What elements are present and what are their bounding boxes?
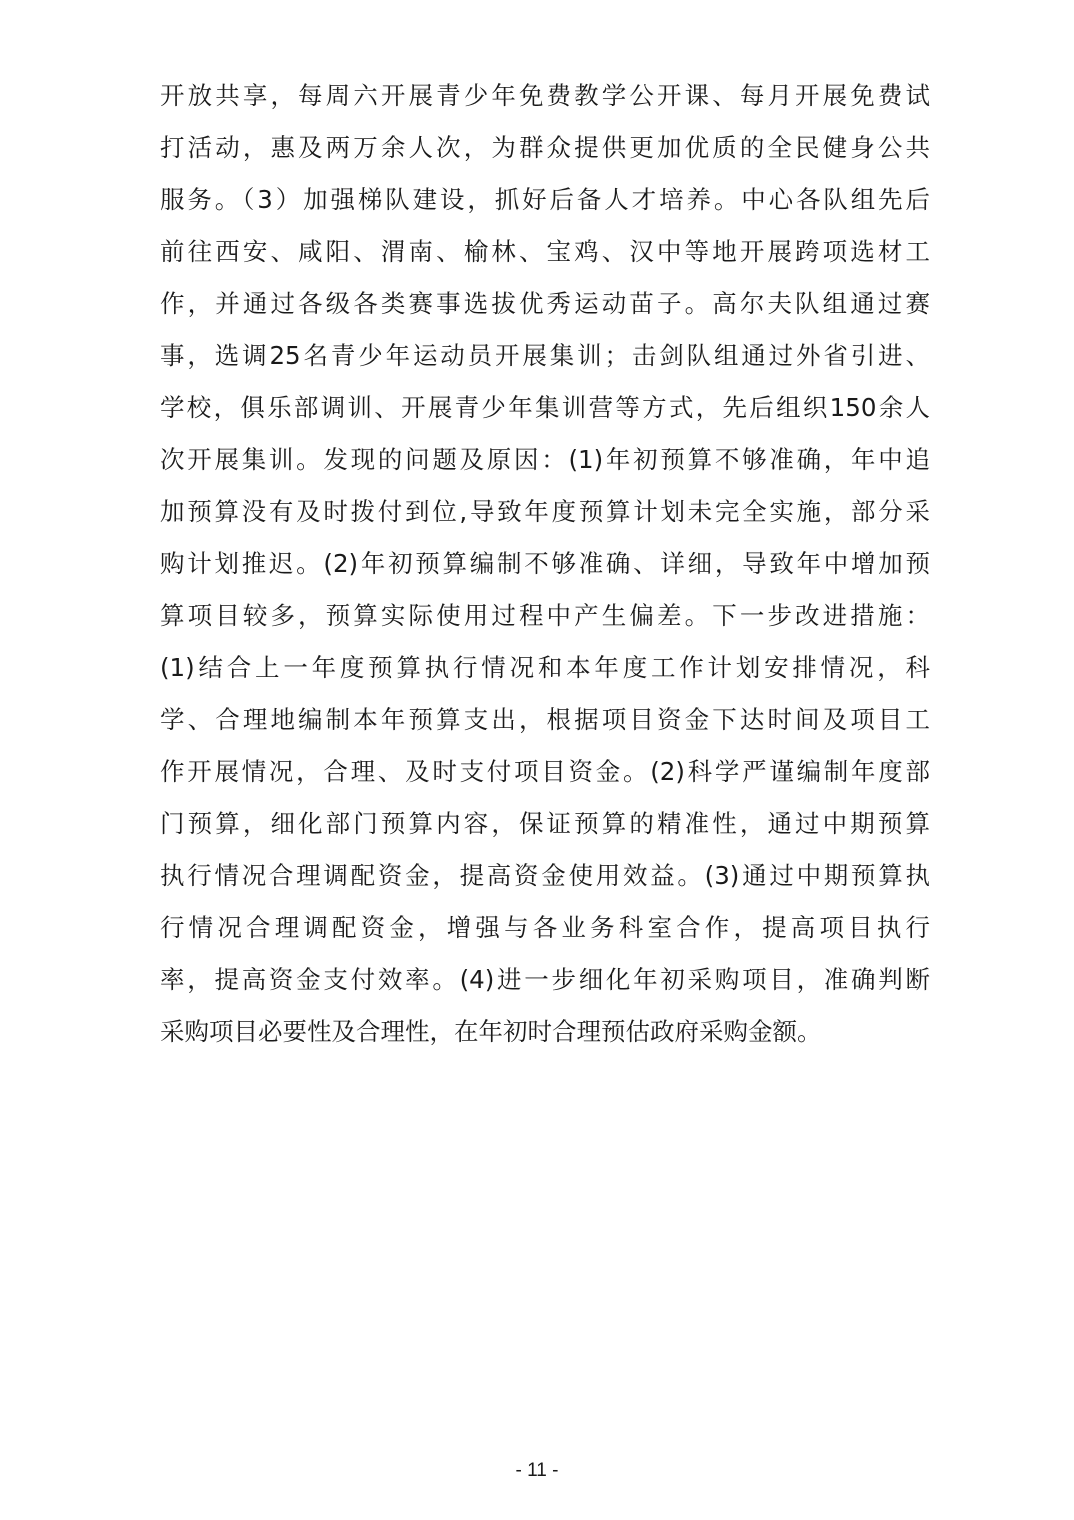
text-line: 加预算没有及时拨付到位,导致年度预算计划未完全实施，部分采 xyxy=(160,497,930,526)
text-line: 开放共享，每周六开展青少年免费教学公开课、每月开展免费试 xyxy=(160,81,930,110)
text-line: 率，提高资金支付效率。(4)进一步细化年初采购项目，准确判断 xyxy=(160,965,930,994)
text-line: 事，选调25名青少年运动员开展集训；击剑队组通过外省引进、 xyxy=(160,341,930,370)
text-line: 次开展集训。发现的问题及原因：(1)年初预算不够准确，年中追 xyxy=(160,445,930,474)
text-line: 打活动，惠及两万余人次，为群众提供更加优质的全民健身公共 xyxy=(160,133,930,162)
text-line: 作开展情况，合理、及时支付项目资金。(2)科学严谨编制年度部 xyxy=(160,757,930,786)
text-line: (1)结合上一年度预算执行情况和本年度工作计划安排情况，科 xyxy=(160,653,930,682)
page-number: - 11 - xyxy=(515,1460,559,1481)
text-line: 执行情况合理调配资金，提高资金使用效益。(3)通过中期预算执 xyxy=(160,861,930,890)
text-line: 学校，俱乐部调训、开展青少年集训营等方式，先后组织150余人 xyxy=(160,393,930,422)
text-line: 前往西安、咸阳、渭南、榆林、宝鸡、汉中等地开展跨项选材工 xyxy=(160,237,930,266)
text-line: 采购项目必要性及合理性，在年初时合理预估政府采购金额。 xyxy=(160,1017,822,1046)
body-paragraph xyxy=(160,70,930,1058)
text-line: 算项目较多，预算实际使用过程中产生偏差。下一步改进措施： xyxy=(160,601,930,630)
text-line: 门预算，细化部门预算内容，保证预算的精准性，通过中期预算 xyxy=(160,809,930,838)
text-line: 购计划推迟。(2)年初预算编制不够准确、详细，导致年中增加预 xyxy=(160,549,930,578)
text-line: 服务。（3）加强梯队建设，抓好后备人才培养。中心各队组先后 xyxy=(160,185,930,214)
text-line: 学、合理地编制本年预算支出，根据项目资金下达时间及项目工 xyxy=(160,705,930,734)
text-line: 行情况合理调配资金，增强与各业务科室合作，提高项目执行 xyxy=(160,913,930,942)
text-line: 作，并通过各级各类赛事选拔优秀运动苗子。高尔夫队组通过赛 xyxy=(160,289,930,318)
